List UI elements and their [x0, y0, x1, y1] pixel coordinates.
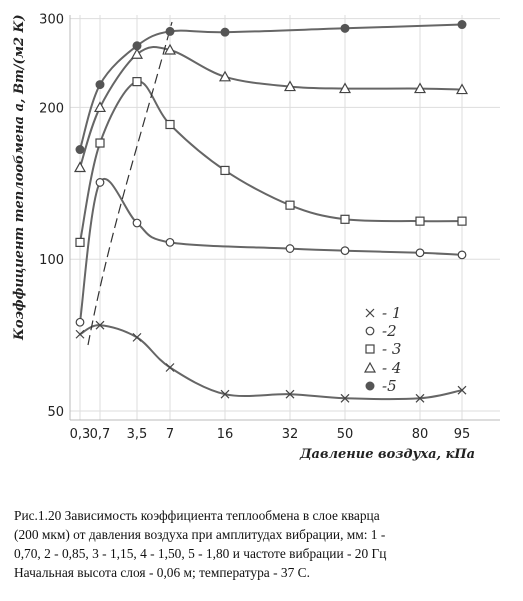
marker-square — [366, 345, 374, 353]
y-tick-label: 100 — [39, 253, 64, 269]
marker-dot — [341, 24, 349, 32]
marker-circle — [76, 318, 84, 326]
x-tick-label: 16 — [216, 427, 234, 442]
marker-circle — [341, 247, 349, 255]
marker-square — [221, 166, 229, 174]
marker-circle — [133, 219, 141, 227]
marker-dot — [166, 27, 174, 35]
marker-square — [96, 139, 104, 147]
marker-square — [76, 238, 84, 246]
x-axis-title: Давление воздуха, кПа — [300, 447, 476, 462]
marker-dot — [221, 28, 229, 36]
caption-line: Рис.1.20 Зависимость коэффициента теплообмена в слое кварца — [14, 508, 380, 523]
marker-square — [458, 217, 466, 225]
x-tick-label: 3,5 — [126, 427, 148, 442]
figure-caption — [14, 506, 514, 582]
axes — [70, 15, 500, 420]
marker-dot — [133, 42, 141, 50]
marker-square — [416, 217, 424, 225]
legend-label: -2 — [382, 322, 397, 340]
marker-circle — [416, 249, 424, 257]
legend-label: - 1 — [382, 304, 402, 322]
caption-line: 0,70, 2 - 0,85, 3 - 1,15, 4 - 1,50, 5 - 1,80 и частоте вибрации - 20 Гц — [14, 546, 387, 561]
marker-circle — [286, 245, 294, 253]
legend-label: - 4 — [382, 359, 402, 377]
y-axis-title: Коэффициент теплообмена а, Вт/(м2 К) — [12, 14, 27, 340]
marker-triangle — [365, 363, 375, 372]
x-tick-label: 0,3 — [69, 427, 91, 442]
caption-line: (200 мкм) от давления воздуха при амплитудах вибрации, мм: 1 - — [14, 527, 386, 542]
markers — [75, 21, 467, 403]
x-tick-label: 50 — [336, 427, 354, 442]
marker-square — [133, 78, 141, 86]
y-tick-label: 50 — [47, 405, 64, 421]
x-tick-label: 80 — [411, 427, 429, 442]
y-tick-label: 200 — [39, 101, 64, 117]
marker-triangle — [75, 163, 85, 172]
legend — [365, 304, 401, 395]
marker-circle — [458, 251, 466, 259]
marker-circle — [96, 179, 104, 187]
marker-dot — [76, 146, 84, 154]
marker-dot — [366, 382, 374, 390]
x-tick-label: 95 — [453, 427, 471, 442]
y-tick-label: 300 — [39, 12, 64, 28]
legend-label: - 3 — [382, 340, 402, 358]
x-tick-label: 0,7 — [89, 427, 111, 442]
grid — [70, 15, 500, 420]
caption-line: Начальная высота слоя - 0,06 м; температура - 37 С. — [14, 565, 310, 580]
marker-circle — [366, 327, 374, 335]
marker-circle — [166, 239, 174, 247]
marker-x — [366, 309, 374, 317]
marker-dot — [458, 21, 466, 29]
x-tick-label: 32 — [281, 427, 299, 442]
marker-square — [166, 121, 174, 129]
marker-square — [341, 215, 349, 223]
marker-square — [286, 201, 294, 209]
x-tick-label: 7 — [165, 427, 175, 442]
legend-label: -5 — [382, 377, 397, 395]
marker-dot — [96, 81, 104, 89]
